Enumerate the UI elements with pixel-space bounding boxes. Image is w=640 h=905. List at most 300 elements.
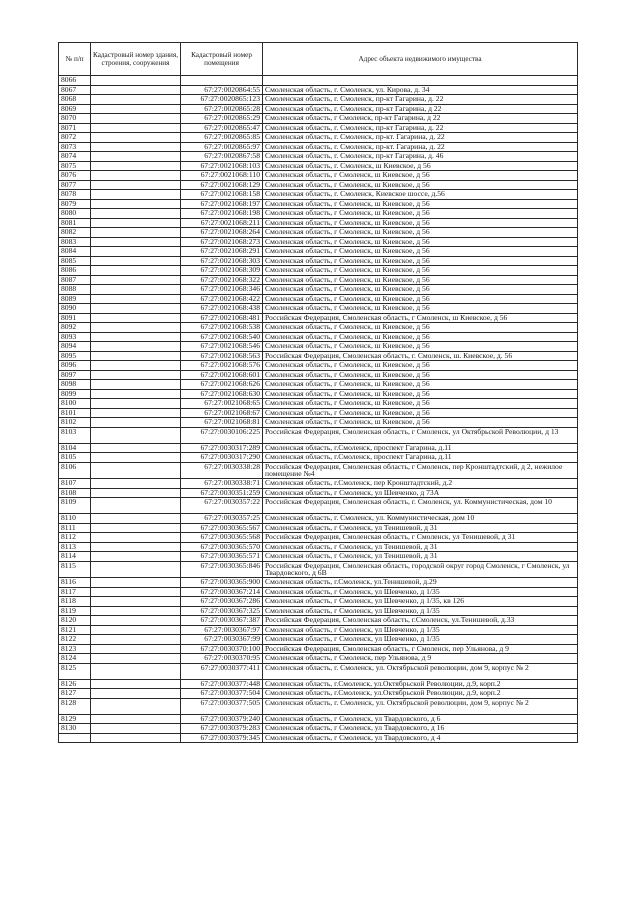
room-cadastral-cell: 67:27:0030365:568 [181, 533, 263, 543]
table-row [59, 561, 578, 578]
table-row [59, 237, 578, 247]
building-cadastral-cell [91, 85, 181, 95]
address-cell: Смоленская область, г Смоленск, ул Шевченко, д 1/35 [263, 625, 578, 635]
room-cadastral-cell: 67:27:0021068:198 [181, 209, 263, 219]
address-cell: Российская Федерация, Смоленская область, г Смоленск, ул Октябрьской Революции, д 13 [263, 427, 578, 443]
address-cell: Смоленская область, г Смоленск, ул Тенишевой, д 31 [263, 523, 578, 533]
building-cadastral-cell [91, 123, 181, 133]
address-cell: Российская Федерация, Смоленская область, г Смоленск, пер Ульянова, д 9 [263, 644, 578, 654]
room-cadastral-cell: 67:27:0021068:211 [181, 218, 263, 228]
table-row [59, 133, 578, 143]
row-number: 8092 [59, 323, 91, 333]
table-row [59, 389, 578, 399]
room-cadastral-cell: 67:27:0021068:264 [181, 228, 263, 238]
row-number: 8085 [59, 256, 91, 266]
room-cadastral-cell: 67:27:0021068:346 [181, 285, 263, 295]
room-cadastral-cell: 67:27:0021068:129 [181, 180, 263, 190]
building-cadastral-cell [91, 95, 181, 105]
building-cadastral-cell [91, 351, 181, 361]
table-row [59, 247, 578, 257]
address-cell [263, 76, 578, 86]
row-number: 8093 [59, 332, 91, 342]
row-number: 8069 [59, 104, 91, 114]
table-row [59, 733, 578, 743]
address-cell: Смоленская область, г Смоленск, ш Киевское, д 56 [263, 247, 578, 257]
table-row [59, 644, 578, 654]
room-cadastral-cell: 67:27:0021068:303 [181, 256, 263, 266]
table-row [59, 313, 578, 323]
room-cadastral-cell: 67:27:0021068:110 [181, 171, 263, 181]
row-number: 8117 [59, 587, 91, 597]
address-cell: Смоленская область, г Смоленск, ш Киевское, д 56 [263, 218, 578, 228]
row-number: 8066 [59, 76, 91, 86]
address-cell: Смоленская область, г. Смоленск, пр-кт Гагарина, д 22 [263, 104, 578, 114]
table-row [59, 114, 578, 124]
row-number: 8114 [59, 552, 91, 562]
building-cadastral-cell [91, 552, 181, 562]
row-number: 8082 [59, 228, 91, 238]
row-number: 8098 [59, 380, 91, 390]
building-cadastral-cell [91, 427, 181, 443]
table-row [59, 171, 578, 181]
table-row [59, 275, 578, 285]
row-number: 8129 [59, 714, 91, 724]
address-cell: Смоленская область, г. Смоленск, ул. Кирова, д. 34 [263, 85, 578, 95]
room-cadastral-cell: 67:27:0030367:387 [181, 616, 263, 626]
room-cadastral-cell: 67:27:0030379:283 [181, 724, 263, 734]
table-row [59, 663, 578, 679]
building-cadastral-cell [91, 714, 181, 724]
room-cadastral-cell: 67:27:0021068:601 [181, 370, 263, 380]
address-cell: Смоленская область, г Смоленск, ул Шевченко, д 1/35, кв 126 [263, 597, 578, 607]
address-cell: Смоленская область, г Смоленск, ш Киевское, д 56 [263, 304, 578, 314]
building-cadastral-cell [91, 389, 181, 399]
building-cadastral-cell [91, 462, 181, 479]
row-number: 8072 [59, 133, 91, 143]
building-cadastral-cell [91, 313, 181, 323]
table-row [59, 587, 578, 597]
table-header-row [59, 43, 578, 76]
document-page [58, 42, 578, 743]
building-cadastral-cell [91, 199, 181, 209]
address-cell: Смоленская область, г Смоленск, ул Тенишевой, д 31 [263, 552, 578, 562]
table-row [59, 443, 578, 453]
room-cadastral-cell: 67:27:0021068:538 [181, 323, 263, 333]
row-number: 8078 [59, 190, 91, 200]
table-row [59, 180, 578, 190]
table-row [59, 714, 578, 724]
building-cadastral-cell [91, 152, 181, 162]
building-cadastral-cell [91, 635, 181, 645]
building-cadastral-cell [91, 294, 181, 304]
table-row [59, 294, 578, 304]
table-row [59, 285, 578, 295]
room-cadastral-cell: 67:27:0020864:55 [181, 85, 263, 95]
address-cell: Смоленская область, г Смоленск, ул Шевченко, д 73А [263, 488, 578, 498]
room-cadastral-cell: 67:27:0030367:99 [181, 635, 263, 645]
address-cell: Смоленская область, г Смоленск, ш Киевское, д 56 [263, 418, 578, 428]
row-number: 8084 [59, 247, 91, 257]
building-cadastral-cell [91, 256, 181, 266]
table-row [59, 104, 578, 114]
room-cadastral-cell: 67:27:0021068:309 [181, 266, 263, 276]
building-cadastral-cell [91, 514, 181, 524]
row-number: 8113 [59, 542, 91, 552]
address-cell: Смоленская область, г Смоленск, ш Киевское, д 56 [263, 237, 578, 247]
room-cadastral-cell: 67:27:0020865:97 [181, 142, 263, 152]
address-cell: Смоленская область, г Смоленск, ш Киевское, д 56 [263, 285, 578, 295]
table-row [59, 542, 578, 552]
building-cadastral-cell [91, 76, 181, 86]
building-cadastral-cell [91, 616, 181, 626]
room-cadastral-cell: 67:27:0030367:214 [181, 587, 263, 597]
room-cadastral-cell: 67:27:0030365:900 [181, 578, 263, 588]
row-number: 8090 [59, 304, 91, 314]
room-cadastral-cell: 67:27:0030367:286 [181, 597, 263, 607]
row-number: 8109 [59, 498, 91, 514]
table-row [59, 635, 578, 645]
room-cadastral-cell: 67:27:0021068:540 [181, 332, 263, 342]
building-cadastral-cell [91, 237, 181, 247]
address-cell: Смоленская область, г Смоленск, ш Киевское, д 56 [263, 180, 578, 190]
building-cadastral-cell [91, 408, 181, 418]
address-cell: Российская Федерация, Смоленская область, г Смоленск, пер Кронштадтский, д 2, нежилое помещение №4 [263, 462, 578, 479]
room-cadastral-cell: 67:27:0021068:103 [181, 161, 263, 171]
address-cell: Смоленская область, г Смоленск, ш Киевское, д 56 [263, 275, 578, 285]
building-cadastral-cell [91, 597, 181, 607]
row-number: 8067 [59, 85, 91, 95]
row-number: 8101 [59, 408, 91, 418]
address-cell: Смоленская область, г Смоленск, ш Киевское, д 56 [263, 342, 578, 352]
address-cell: Смоленская область, г Смоленск, ш Киевское, д 56 [263, 323, 578, 333]
row-number: 8105 [59, 453, 91, 463]
row-number: 8110 [59, 514, 91, 524]
table-row [59, 654, 578, 664]
building-cadastral-cell [91, 606, 181, 616]
row-number: 8108 [59, 488, 91, 498]
address-cell: Смоленская область, г Смоленск, пр-кт Гагарина, д 22 [263, 114, 578, 124]
building-cadastral-cell [91, 663, 181, 679]
address-cell: Смоленская область, г Смоленск, ш Киевское, д 56 [263, 361, 578, 371]
address-cell: Смоленская область, г.Смоленск, ул.Октябрьской Революции, д.9, корп.2 [263, 679, 578, 689]
room-cadastral-cell: 67:27:0021068:158 [181, 190, 263, 200]
table-row [59, 514, 578, 524]
building-cadastral-cell [91, 698, 181, 714]
building-cadastral-cell [91, 561, 181, 578]
address-cell: Смоленская область, г Смоленск, ул Твардовского, д 16 [263, 724, 578, 734]
building-cadastral-cell [91, 190, 181, 200]
address-cell: Российская Федерация, Смоленская область, г. Смоленск, ул. Коммунистическая, дом 10 [263, 498, 578, 514]
room-cadastral-cell: 67:27:0021068:67 [181, 408, 263, 418]
building-cadastral-cell [91, 180, 181, 190]
table-row [59, 361, 578, 371]
room-cadastral-cell: 67:27:0021068:481 [181, 313, 263, 323]
address-cell: Смоленская область, г. Смоленск, ул. Коммунистическая, дом 10 [263, 514, 578, 524]
row-number: 8071 [59, 123, 91, 133]
property-table [58, 42, 578, 743]
row-number: 8106 [59, 462, 91, 479]
table-row [59, 323, 578, 333]
table-row [59, 161, 578, 171]
address-cell: Смоленская область, г. Смоленск, пр-кт Гагарина, д. 22 [263, 123, 578, 133]
table-row [59, 597, 578, 607]
row-number: 8128 [59, 698, 91, 714]
row-number: 8125 [59, 663, 91, 679]
address-cell: Российская Федерация, Смоленская область, г. Смоленск, ш. Киевское, д. 56 [263, 351, 578, 361]
building-cadastral-cell [91, 218, 181, 228]
building-cadastral-cell [91, 689, 181, 699]
row-number: 8115 [59, 561, 91, 578]
row-number: 8081 [59, 218, 91, 228]
row-number: 8095 [59, 351, 91, 361]
table-row [59, 689, 578, 699]
table-row [59, 462, 578, 479]
building-cadastral-cell [91, 453, 181, 463]
row-number: 8122 [59, 635, 91, 645]
table-row [59, 332, 578, 342]
row-number: 8089 [59, 294, 91, 304]
row-number [59, 733, 91, 743]
row-number: 8116 [59, 578, 91, 588]
row-number: 8068 [59, 95, 91, 105]
row-number: 8091 [59, 313, 91, 323]
table-row [59, 85, 578, 95]
room-cadastral-cell: 67:27:0021068:65 [181, 399, 263, 409]
room-cadastral-cell: 67:27:0020867:58 [181, 152, 263, 162]
room-cadastral-cell: 67:27:0021068:81 [181, 418, 263, 428]
row-number: 8097 [59, 370, 91, 380]
room-cadastral-cell: 67:27:0020865:123 [181, 95, 263, 105]
building-cadastral-cell [91, 370, 181, 380]
room-cadastral-cell: 67:27:0030317:290 [181, 453, 263, 463]
address-cell: Смоленская область, г. Смоленск, ш Киевское, д 56 [263, 161, 578, 171]
row-number: 8118 [59, 597, 91, 607]
row-number: 8124 [59, 654, 91, 664]
room-cadastral-cell: 67:27:0020865:29 [181, 114, 263, 124]
room-cadastral-cell: 67:27:0030365:571 [181, 552, 263, 562]
row-number: 8073 [59, 142, 91, 152]
address-cell: Смоленская область, г Смоленск, ш Киевское, д 56 [263, 228, 578, 238]
header-room-cadastral: Кадастровый номер помещения [181, 43, 263, 76]
room-cadastral-cell: 67:27:0030377:448 [181, 679, 263, 689]
row-number: 8088 [59, 285, 91, 295]
table-row [59, 304, 578, 314]
row-number: 8077 [59, 180, 91, 190]
building-cadastral-cell [91, 578, 181, 588]
building-cadastral-cell [91, 399, 181, 409]
table-row [59, 679, 578, 689]
address-cell: Российская Федерация, Смоленская область, городской округ город Смоленск, г Смоленск, ул Твардовского, д 6В [263, 561, 578, 578]
table-row [59, 142, 578, 152]
row-number: 8126 [59, 679, 91, 689]
table-row [59, 228, 578, 238]
table-row [59, 698, 578, 714]
address-cell: Смоленская область, г.Смоленск, проспект Гагарина, д.11 [263, 453, 578, 463]
room-cadastral-cell: 67:27:0021068:422 [181, 294, 263, 304]
room-cadastral-cell: 67:27:0030377:411 [181, 663, 263, 679]
row-number: 8083 [59, 237, 91, 247]
row-number: 8127 [59, 689, 91, 699]
room-cadastral-cell: 67:27:0030351:259 [181, 488, 263, 498]
table-row [59, 351, 578, 361]
address-cell: Смоленская область, г Смоленск, ул Шевченко, д 1/35 [263, 635, 578, 645]
room-cadastral-cell: 67:27:0030367:97 [181, 625, 263, 635]
address-cell: Смоленская область, г. Смоленск, Киевское шоссе, д.56 [263, 190, 578, 200]
room-cadastral-cell: 67:27:0030379:345 [181, 733, 263, 743]
table-row [59, 533, 578, 543]
address-cell: Смоленская область, г. Смоленск, пр-кт Гагарина, д. 46 [263, 152, 578, 162]
address-cell: Смоленская область, г Смоленск, ш Киевское, д 56 [263, 380, 578, 390]
address-cell: Смоленская область, г Смоленск, ш Киевское, д 56 [263, 171, 578, 181]
address-cell: Смоленская область, г Смоленск, ш Киевское, д 56 [263, 370, 578, 380]
room-cadastral-cell: 67:27:0030357:22 [181, 498, 263, 514]
room-cadastral-cell: 67:27:0021068:626 [181, 380, 263, 390]
address-cell: Смоленская область, г Смоленск, ул Твардовского, д 6 [263, 714, 578, 724]
address-cell: Смоленская область, г Смоленск, ш Киевское, д 56 [263, 256, 578, 266]
table-row [59, 616, 578, 626]
building-cadastral-cell [91, 209, 181, 219]
row-number: 8123 [59, 644, 91, 654]
address-cell: Смоленская область, г. Смоленск, пр-кт. Гагарина, д. 22 [263, 142, 578, 152]
building-cadastral-cell [91, 587, 181, 597]
table-row [59, 724, 578, 734]
table-row [59, 76, 578, 86]
table-row [59, 523, 578, 533]
address-cell: Смоленская область, г.Смоленск, ул.Тенишевой, д.29 [263, 578, 578, 588]
room-cadastral-cell: 67:27:0021068:438 [181, 304, 263, 314]
address-cell: Смоленская область, г. Смоленск, ул. Октябрьской революции, дом 9, корпус № 2 [263, 698, 578, 714]
row-number: 8107 [59, 479, 91, 489]
address-cell: Смоленская область, г Смоленск, ш Киевское, д 56 [263, 399, 578, 409]
address-cell: Смоленская область, г. Смоленск, пр-кт. Гагарина, д. 22 [263, 133, 578, 143]
building-cadastral-cell [91, 380, 181, 390]
room-cadastral-cell: 67:27:0030338:71 [181, 479, 263, 489]
table-row [59, 399, 578, 409]
room-cadastral-cell: 67:27:0021068:546 [181, 342, 263, 352]
table-row [59, 380, 578, 390]
room-cadastral-cell: 67:27:0021068:630 [181, 389, 263, 399]
room-cadastral-cell: 67:27:0020865:28 [181, 104, 263, 114]
building-cadastral-cell [91, 304, 181, 314]
address-cell: Смоленская область, г.Смоленск, ул.Октябрьской Революции, д.9, корп.2 [263, 689, 578, 699]
address-cell: Смоленская область, г. Смоленск, пр-кт Гагарина, д. 22 [263, 95, 578, 105]
room-cadastral-cell: 67:27:0030357:25 [181, 514, 263, 524]
room-cadastral-cell: 67:27:0030370:100 [181, 644, 263, 654]
building-cadastral-cell [91, 104, 181, 114]
table-row [59, 266, 578, 276]
row-number: 8103 [59, 427, 91, 443]
address-cell: Российская Федерация, Смоленская область, г Смоленск, ш Киевское, д 56 [263, 313, 578, 323]
address-cell: Смоленская область, г Смоленск, ш Киевское, д 56 [263, 294, 578, 304]
room-cadastral-cell: 67:27:0020865:85 [181, 133, 263, 143]
building-cadastral-cell [91, 625, 181, 635]
room-cadastral-cell: 67:27:0030367:325 [181, 606, 263, 616]
row-number: 8099 [59, 389, 91, 399]
room-cadastral-cell: 67:27:0030365:846 [181, 561, 263, 578]
room-cadastral-cell: 67:27:0030365:567 [181, 523, 263, 533]
address-cell: Смоленская область, г Смоленск, ул Тенишевой, д 31 [263, 542, 578, 552]
room-cadastral-cell [181, 76, 263, 86]
table-row [59, 578, 578, 588]
row-number: 8112 [59, 533, 91, 543]
row-number: 8074 [59, 152, 91, 162]
room-cadastral-cell: 67:27:0030338:28 [181, 462, 263, 479]
room-cadastral-cell: 67:27:0030317:289 [181, 443, 263, 453]
building-cadastral-cell [91, 332, 181, 342]
building-cadastral-cell [91, 133, 181, 143]
row-number: 8076 [59, 171, 91, 181]
table-row [59, 479, 578, 489]
building-cadastral-cell [91, 418, 181, 428]
room-cadastral-cell: 67:27:0021068:563 [181, 351, 263, 361]
header-num: № п/п [59, 43, 91, 76]
building-cadastral-cell [91, 275, 181, 285]
table-row [59, 606, 578, 616]
room-cadastral-cell: 67:27:0030377:504 [181, 689, 263, 699]
address-cell: Российская Федерация, Смоленская область, г Смоленск, ул Тенишевой, д 31 [263, 533, 578, 543]
header-building-cadastral: Кадастровый номер здания, строения, сооружения [91, 43, 181, 76]
table-row [59, 408, 578, 418]
row-number: 8080 [59, 209, 91, 219]
address-cell: Смоленская область, г Смоленск, ул Шевченко, д 1/35 [263, 587, 578, 597]
row-number: 8079 [59, 199, 91, 209]
row-number: 8104 [59, 443, 91, 453]
address-cell: Смоленская область, г Смоленск, ул Твардовского, д 4 [263, 733, 578, 743]
address-cell: Смоленская область, г Смоленск, пер Ульянова, д 9 [263, 654, 578, 664]
room-cadastral-cell: 67:27:0021068:576 [181, 361, 263, 371]
building-cadastral-cell [91, 679, 181, 689]
row-number: 8094 [59, 342, 91, 352]
table-row [59, 453, 578, 463]
building-cadastral-cell [91, 171, 181, 181]
row-number: 8120 [59, 616, 91, 626]
building-cadastral-cell [91, 523, 181, 533]
address-cell: Смоленская область, г. Смоленск, ул. Октябрьской революции, дом 9, корпус № 2 [263, 663, 578, 679]
building-cadastral-cell [91, 533, 181, 543]
table-row [59, 488, 578, 498]
table-row [59, 152, 578, 162]
room-cadastral-cell: 67:27:0030379:240 [181, 714, 263, 724]
row-number: 8070 [59, 114, 91, 124]
table-row [59, 552, 578, 562]
room-cadastral-cell: 67:27:0020865:47 [181, 123, 263, 133]
table-row [59, 427, 578, 443]
building-cadastral-cell [91, 479, 181, 489]
table-row [59, 342, 578, 352]
table-row [59, 498, 578, 514]
building-cadastral-cell [91, 542, 181, 552]
address-cell: Российская Федерация, Смоленская область, г.Смоленск, ул.Тенишевой, д.33 [263, 616, 578, 626]
address-cell: Смоленская область, г.Смоленск, пер Кронштадтский, д.2 [263, 479, 578, 489]
table-row [59, 418, 578, 428]
table-row [59, 370, 578, 380]
address-cell: Смоленская область, г.Смоленск, проспект Гагарина, д.11 [263, 443, 578, 453]
room-cadastral-cell: 67:27:0021068:273 [181, 237, 263, 247]
building-cadastral-cell [91, 114, 181, 124]
building-cadastral-cell [91, 654, 181, 664]
building-cadastral-cell [91, 161, 181, 171]
row-number: 8087 [59, 275, 91, 285]
building-cadastral-cell [91, 266, 181, 276]
room-cadastral-cell: 67:27:0021068:322 [181, 275, 263, 285]
building-cadastral-cell [91, 361, 181, 371]
address-cell: Смоленская область, г Смоленск, ш Киевское, д 56 [263, 199, 578, 209]
building-cadastral-cell [91, 247, 181, 257]
row-number: 8130 [59, 724, 91, 734]
building-cadastral-cell [91, 733, 181, 743]
table-row [59, 95, 578, 105]
row-number: 8100 [59, 399, 91, 409]
